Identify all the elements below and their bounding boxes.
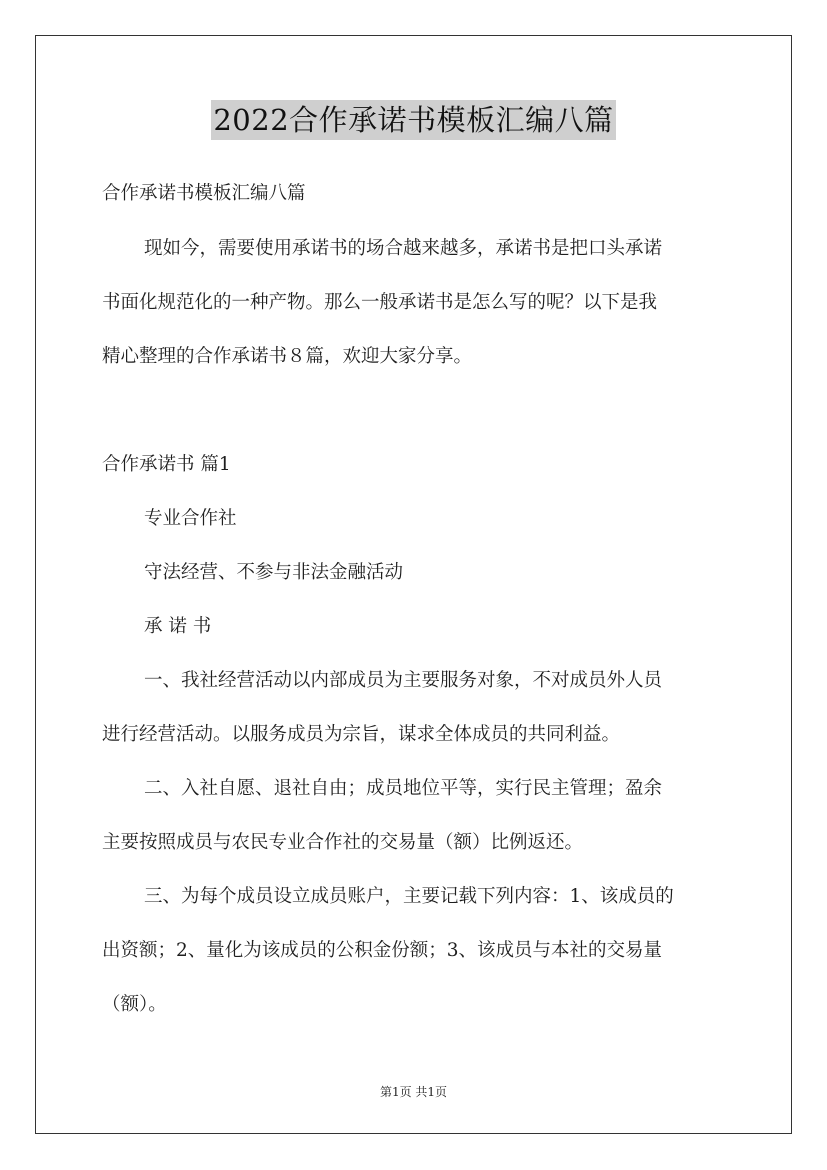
page-footer: 第1页 共1页 <box>379 1085 448 1099</box>
subject-line: 守法经营、不参与非法金融活动 <box>144 562 404 583</box>
item-line: 一、我社经营活动以内部成员为主要服务对象，不对成员外人员 <box>144 670 663 691</box>
item-line: 二、入社自愿、退社自由；成员地位平等，实行民主管理；盈余 <box>144 778 663 799</box>
item-line: 三、为每个成员设立成员账户，主要记载下列内容：1、该成员的 <box>144 886 674 907</box>
intro-line: 现如今，需要使用承诺书的场合越来越多，承诺书是把口头承诺 <box>144 238 663 259</box>
intro-line: 书面化规范化的一种产物。那么一般承诺书是怎么写的呢？以下是我 <box>102 292 658 313</box>
subtitle: 合作承诺书模板汇编八篇 <box>102 183 306 204</box>
item-line: 出资额；2、量化为该成员的公积金份额；3、该成员与本社的交易量 <box>102 940 663 961</box>
document-type: 承 诺 书 <box>144 616 212 637</box>
item-line: 进行经营活动。以服务成员为宗旨，谋求全体成员的共同利益。 <box>102 724 621 745</box>
document-title: 2022合作承诺书模板汇编八篇 <box>211 100 615 140</box>
organization-name: 专业合作社 <box>144 508 237 529</box>
item-line: 主要按照成员与农民专业合作社的交易量（额）比例返还。 <box>102 832 584 853</box>
section-heading: 合作承诺书 篇1 <box>102 454 231 475</box>
title-container <box>0 100 827 140</box>
item-line: （额）。 <box>102 994 167 1015</box>
intro-line: 精心整理的合作承诺书８篇，欢迎大家分享。 <box>102 346 473 367</box>
